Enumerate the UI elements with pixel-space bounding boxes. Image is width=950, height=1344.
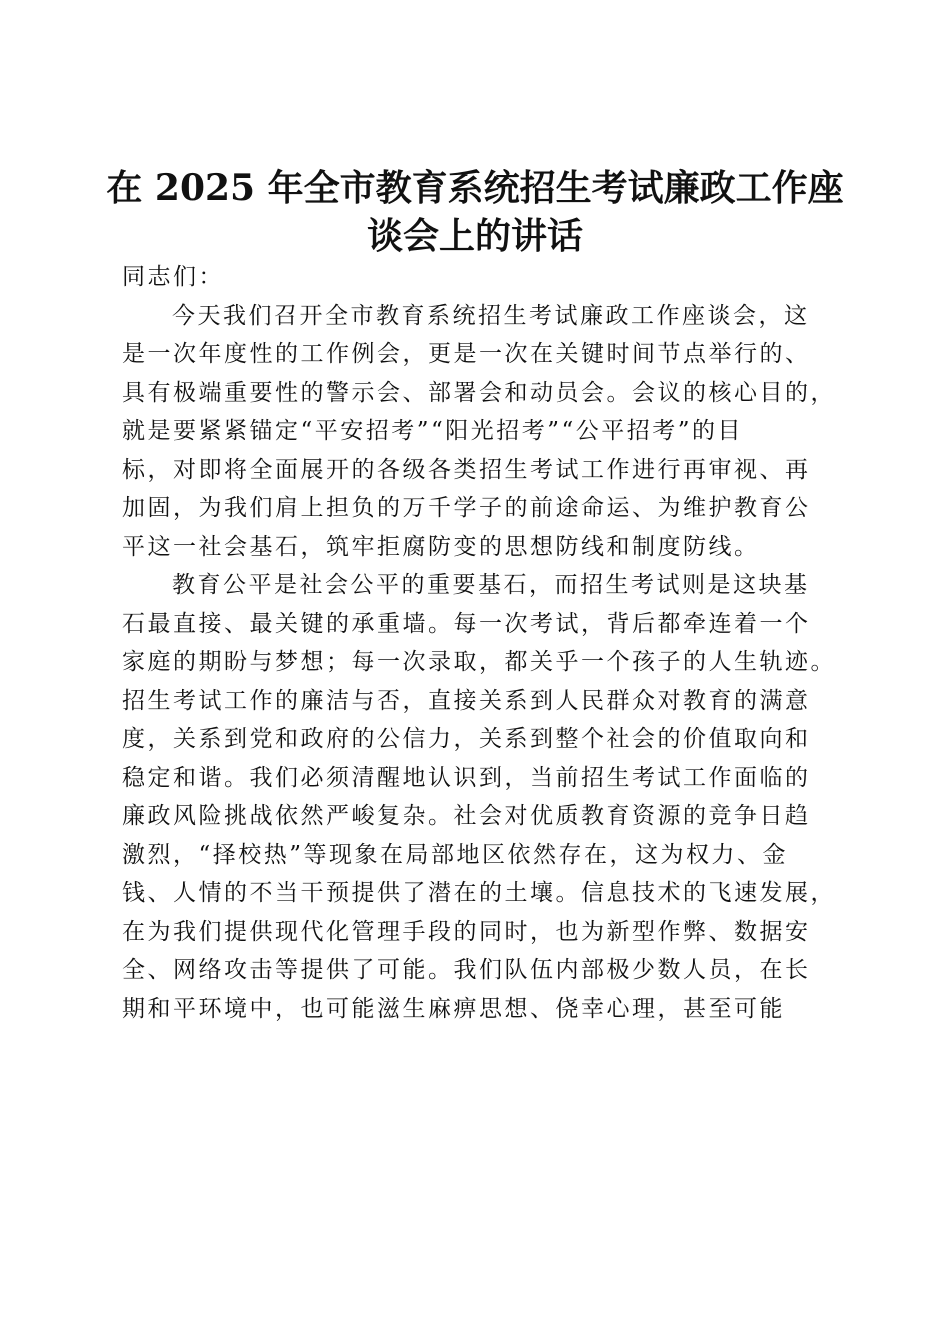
document-body [122, 258, 836, 1028]
paragraph-line: 钱、人情的不当干预提供了潜在的土壤。信息技术的飞速发展， [122, 880, 836, 906]
paragraph-line: 平这一社会基石，筑牢拒腐防变的思想防线和制度防线。 [122, 533, 760, 560]
paragraph-line: 就是要紧紧锚定“平安招考”“阳光招考”“公平招考”的目 [122, 418, 744, 444]
document-title [100, 164, 850, 260]
paragraph [122, 297, 836, 567]
paragraph-line: 廉政风险挑战依然严峻复杂。社会对优质教育资源的竞争日趋 [122, 803, 811, 829]
paragraph-line: 家庭的期盼与梦想；每一次录取，都关乎一个孩子的人生轨迹。 [122, 649, 836, 675]
paragraph-line: 教育公平是社会公平的重要基石，而招生考试则是这块基 [172, 572, 810, 598]
title-line: 在 2025 年全市教育系统招生考试廉政工作座 [106, 167, 844, 210]
paragraph-line: 具有极端重要性的警示会、部署会和动员会。会议的核心目的， [122, 379, 836, 406]
paragraph-line: 全、网络攻击等提供了可能。我们队伍内部极少数人员，在长 [122, 957, 811, 983]
paragraph-line: 度，关系到党和政府的公信力，关系到整个社会的价值取向和 [122, 726, 811, 752]
paragraph-line: 激烈，“择校热”等现象在局部地区依然存在，这为权力、金 [122, 841, 789, 868]
paragraph-line: 标，对即将全面展开的各级各类招生考试工作进行再审视、再 [122, 456, 811, 483]
title-line: 谈会上的讲话 [366, 215, 583, 258]
paragraph-line: 石最直接、最关键的承重墙。每一次考试，背后都牵连着一个 [122, 610, 811, 637]
paragraph-line: 今天我们召开全市教育系统招生考试廉政工作座谈会，这 [172, 302, 810, 329]
paragraph-line: 在为我们提供现代化管理手段的同时，也为新型作弊、数据安 [122, 918, 811, 945]
paragraph [122, 566, 836, 1028]
paragraph-line: 招生考试工作的廉洁与否，直接关系到人民群众对教育的满意 [122, 687, 811, 714]
salutation: 同志们： [122, 264, 224, 290]
paragraph-line: 加固，为我们肩上担负的万千学子的前途命运、为维护教育公 [122, 495, 811, 521]
paragraph-line: 稳定和谐。我们必须清醒地认识到，当前招生考试工作面临的 [122, 764, 811, 791]
paragraph-line: 期和平环境中，也可能滋生麻痹思想、侥幸心理，甚至可能 [122, 995, 785, 1022]
paragraph-line: 是一次年度性的工作例会，更是一次在关键时间节点举行的、 [122, 341, 811, 367]
